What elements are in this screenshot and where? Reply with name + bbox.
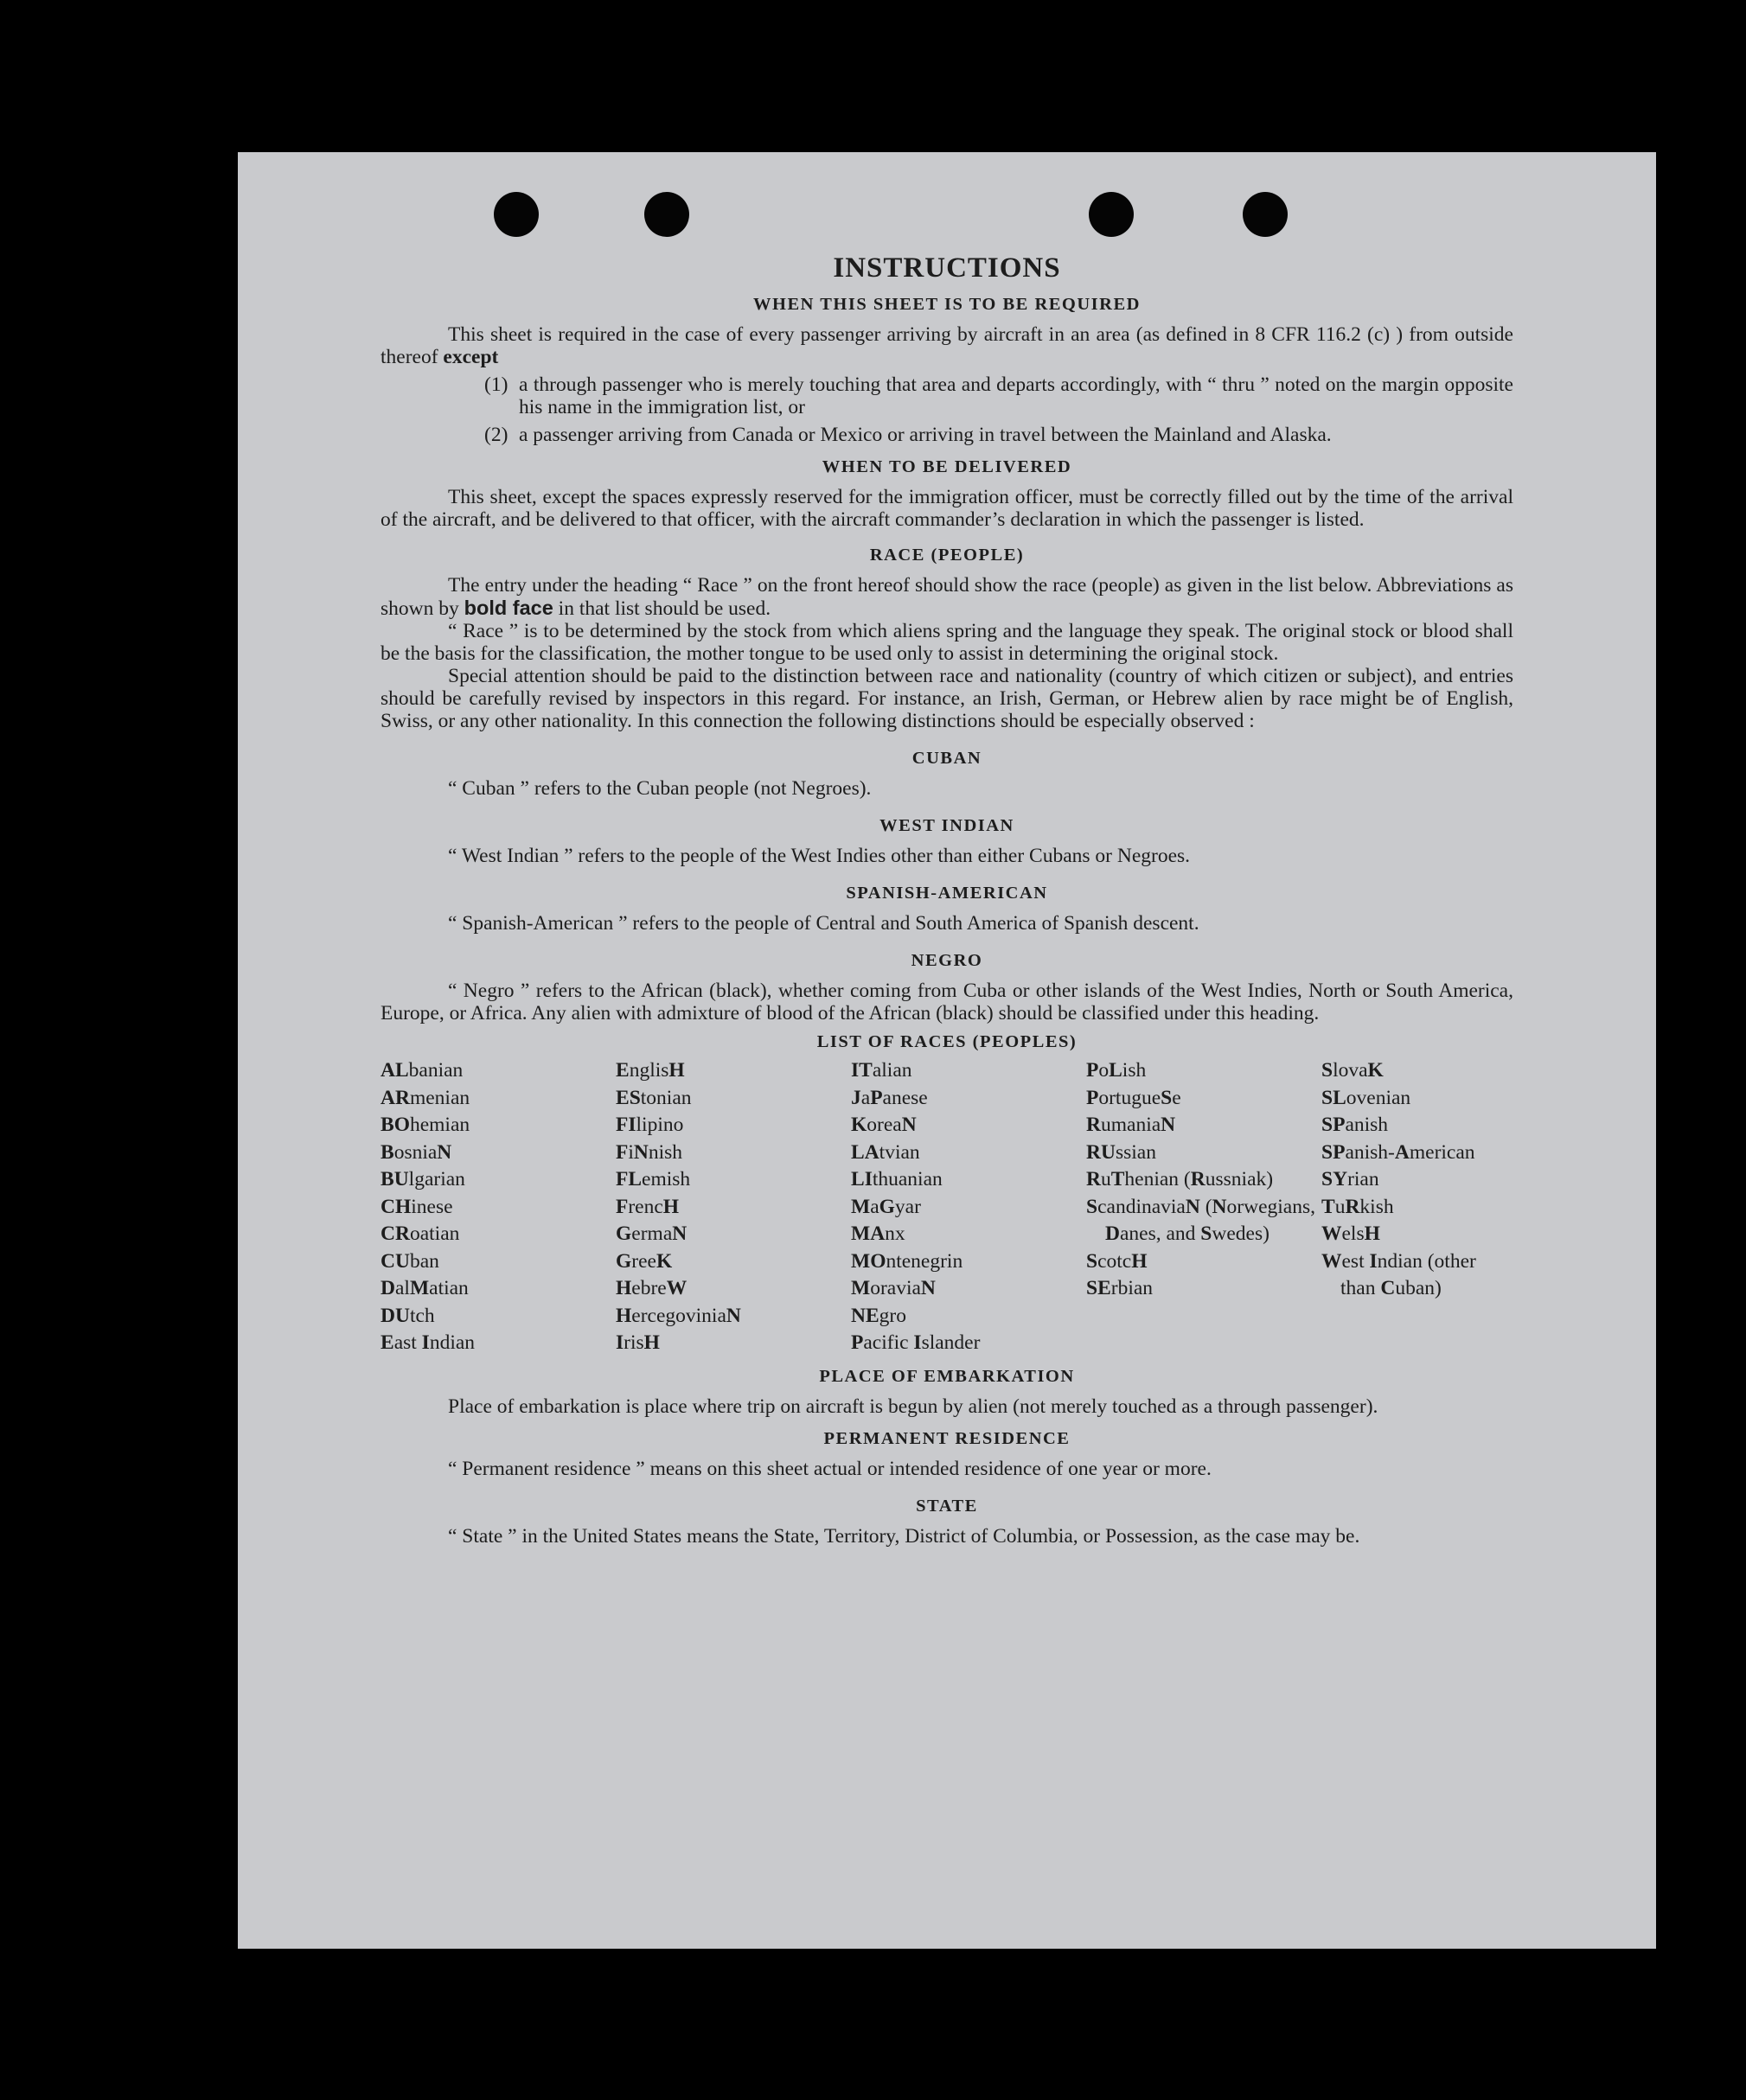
- race-item: HercegoviniaN: [616, 1304, 741, 1327]
- race-item: ITalian: [851, 1059, 912, 1082]
- races-column: [851, 1057, 1086, 1357]
- race-item: CHinese: [381, 1195, 453, 1218]
- race-item: FiNnish: [616, 1140, 683, 1164]
- races-column: [381, 1057, 616, 1357]
- race-item: ALbanian: [381, 1059, 464, 1082]
- para-state: “ State ” in the United States means the State, Territory, District of Columbia, or Possession, as the case may be.: [448, 1524, 1360, 1548]
- heading-cuban: CUBAN: [911, 749, 982, 768]
- race-item: IrisH: [616, 1331, 660, 1354]
- race-item: RumaniaN: [1086, 1114, 1176, 1136]
- race-item: HebreW: [616, 1277, 688, 1299]
- heading-when-required: WHEN THIS SHEET IS TO BE REQUIRED: [753, 295, 1141, 314]
- race-item: SLovenian: [1321, 1086, 1411, 1109]
- race-item: LIthuanian: [851, 1168, 943, 1190]
- heading-list-of-races: LIST OF RACES (PEOPLES): [816, 1032, 1078, 1051]
- race-item: PoLish: [1086, 1059, 1147, 1082]
- race-item: RUssian: [1086, 1140, 1156, 1164]
- punch-hole: [1243, 192, 1288, 237]
- race-item: FIlipino: [616, 1114, 684, 1136]
- document-sheet: [238, 152, 1656, 1949]
- race-item: TuRkish: [1321, 1195, 1394, 1218]
- race-item: SErbian: [1086, 1277, 1154, 1299]
- race-item: MoraviaN: [851, 1277, 936, 1299]
- para-race-2: “ Race ” is to be determined by the stock from which aliens spring and the language they speak. The original stock or blood shall be the basis for the classification, the mother tongue to be used only to assist in determining the original stock.: [381, 620, 1513, 665]
- race-item: West Indian (other than Cuban): [1321, 1249, 1476, 1299]
- heading-negro: NEGRO: [911, 951, 983, 970]
- instructions-content: [381, 252, 1513, 1548]
- para-residence: “ Permanent residence ” means on this sheet actual or intended residence of one year or more.: [448, 1457, 1212, 1480]
- races-column: [1321, 1057, 1512, 1357]
- race-item: SPanish-American: [1321, 1140, 1475, 1164]
- race-item: ScotcH: [1086, 1249, 1148, 1273]
- race-item: ARmenian: [381, 1086, 470, 1109]
- para-race-3: Special attention should be paid to the distinction between race and nationality (country of which citizen or subject), and entries should be carefully revised by inspectors in this regard. For instance, an Irish, German, or Hebrew alien by race might be of English, Swiss, or any other nationality. In this connection the following distinctions should be especially observed :: [381, 665, 1513, 732]
- para-race-1: The entry under the heading “ Race ” on the front hereof should show the race (people) as given in the list below. Abbreviations as shown by bold face in that list should be used.: [381, 574, 1513, 620]
- para-embarkation: Place of embarkation is place where trip on aircraft is begun by alien (not merely touched as a through passenger).: [448, 1395, 1378, 1418]
- para-spanish-american: “ Spanish-American ” refers to the people of Central and South America of Spanish descent.: [448, 912, 1199, 935]
- heading-west-indian: WEST INDIAN: [879, 816, 1014, 835]
- punch-hole: [1089, 192, 1134, 237]
- para-west-indian: “ West Indian ” refers to the people of the West Indies other than either Cubans or Negroes.: [448, 845, 1191, 867]
- race-item: JaPanese: [851, 1086, 928, 1109]
- race-item: GreeK: [616, 1249, 673, 1273]
- race-item: Pacific Islander: [851, 1331, 981, 1354]
- race-item: LAtvian: [851, 1140, 920, 1164]
- race-item: MOntenegrin: [851, 1249, 963, 1273]
- race-item: GermaN: [616, 1222, 688, 1245]
- race-item: MaGyar: [851, 1195, 921, 1218]
- exception-item: (2) a passenger arriving from Canada or Mexico or arriving in travel between the Mainland and Alaska.: [484, 424, 1332, 446]
- punch-hole: [644, 192, 689, 237]
- para-when-required: This sheet is required in the case of every passenger arriving by aircraft in an area (as defined in 8 CFR 116.2 (c) ) from outside thereof except: [381, 323, 1513, 368]
- race-item: East Indian: [381, 1331, 476, 1354]
- race-item: CUban: [381, 1249, 439, 1273]
- race-item: RuThenian (Russniak): [1086, 1168, 1274, 1190]
- page-title: INSTRUCTIONS: [833, 252, 1061, 284]
- heading-embarkation: PLACE OF EMBARKATION: [819, 1366, 1075, 1386]
- race-item: SPanish: [1321, 1114, 1389, 1136]
- race-item: DUtch: [381, 1304, 435, 1327]
- heading-when-delivered: WHEN TO BE DELIVERED: [822, 457, 1072, 476]
- para-negro: “ Negro ” refers to the African (black), whether coming from Cuba or other islands of the West Indies, North or South America, Europe, or Africa. Any alien with admixture of blood of the African (black) should be classified under this heading.: [381, 980, 1513, 1024]
- para-cuban: “ Cuban ” refers to the Cuban people (not Negroes).: [448, 777, 872, 800]
- race-item: PortugueSe: [1086, 1086, 1181, 1109]
- race-item: SlovaK: [1321, 1059, 1384, 1082]
- races-column: [616, 1057, 851, 1357]
- race-item: BOhemian: [381, 1114, 470, 1136]
- race-item: NEgro: [851, 1304, 906, 1327]
- race-item: CRoatian: [381, 1222, 460, 1245]
- race-item: EnglisH: [616, 1059, 685, 1082]
- race-item: EStonian: [616, 1086, 692, 1109]
- race-item: ScandinaviaN (Norwegians, Danes, and Swedes): [1086, 1195, 1315, 1245]
- race-item: BUlgarian: [381, 1168, 465, 1190]
- heading-race: RACE (PEOPLE): [869, 546, 1025, 565]
- para-when-delivered: This sheet, except the spaces expressly reserved for the immigration officer, must be correctly filled out by the time of the arrival of the aircraft, and be delivered to that officer, with the aircraft commander’s declaration in which the passenger is listed.: [381, 486, 1513, 531]
- race-item: FrencH: [616, 1195, 680, 1218]
- race-item: MAnx: [851, 1222, 905, 1245]
- heading-state: STATE: [916, 1496, 978, 1516]
- punch-hole: [494, 192, 539, 237]
- races-list: [381, 1057, 1513, 1357]
- exception-item: (1) a through passenger who is merely touching that area and departs accordingly, with “ thru ” noted on the margin opposite his name in the immigration list, or: [484, 373, 1513, 418]
- race-item: FLemish: [616, 1168, 691, 1190]
- race-item: WelsH: [1321, 1222, 1380, 1245]
- race-item: DalMatian: [381, 1277, 469, 1299]
- race-item: BosniaN: [381, 1140, 452, 1164]
- race-item: KoreaN: [851, 1114, 917, 1136]
- races-column: [1086, 1057, 1321, 1357]
- heading-spanish-american: SPANISH-AMERICAN: [846, 884, 1048, 903]
- heading-residence: PERMANENT RESIDENCE: [823, 1428, 1071, 1448]
- race-item: SYrian: [1321, 1168, 1379, 1190]
